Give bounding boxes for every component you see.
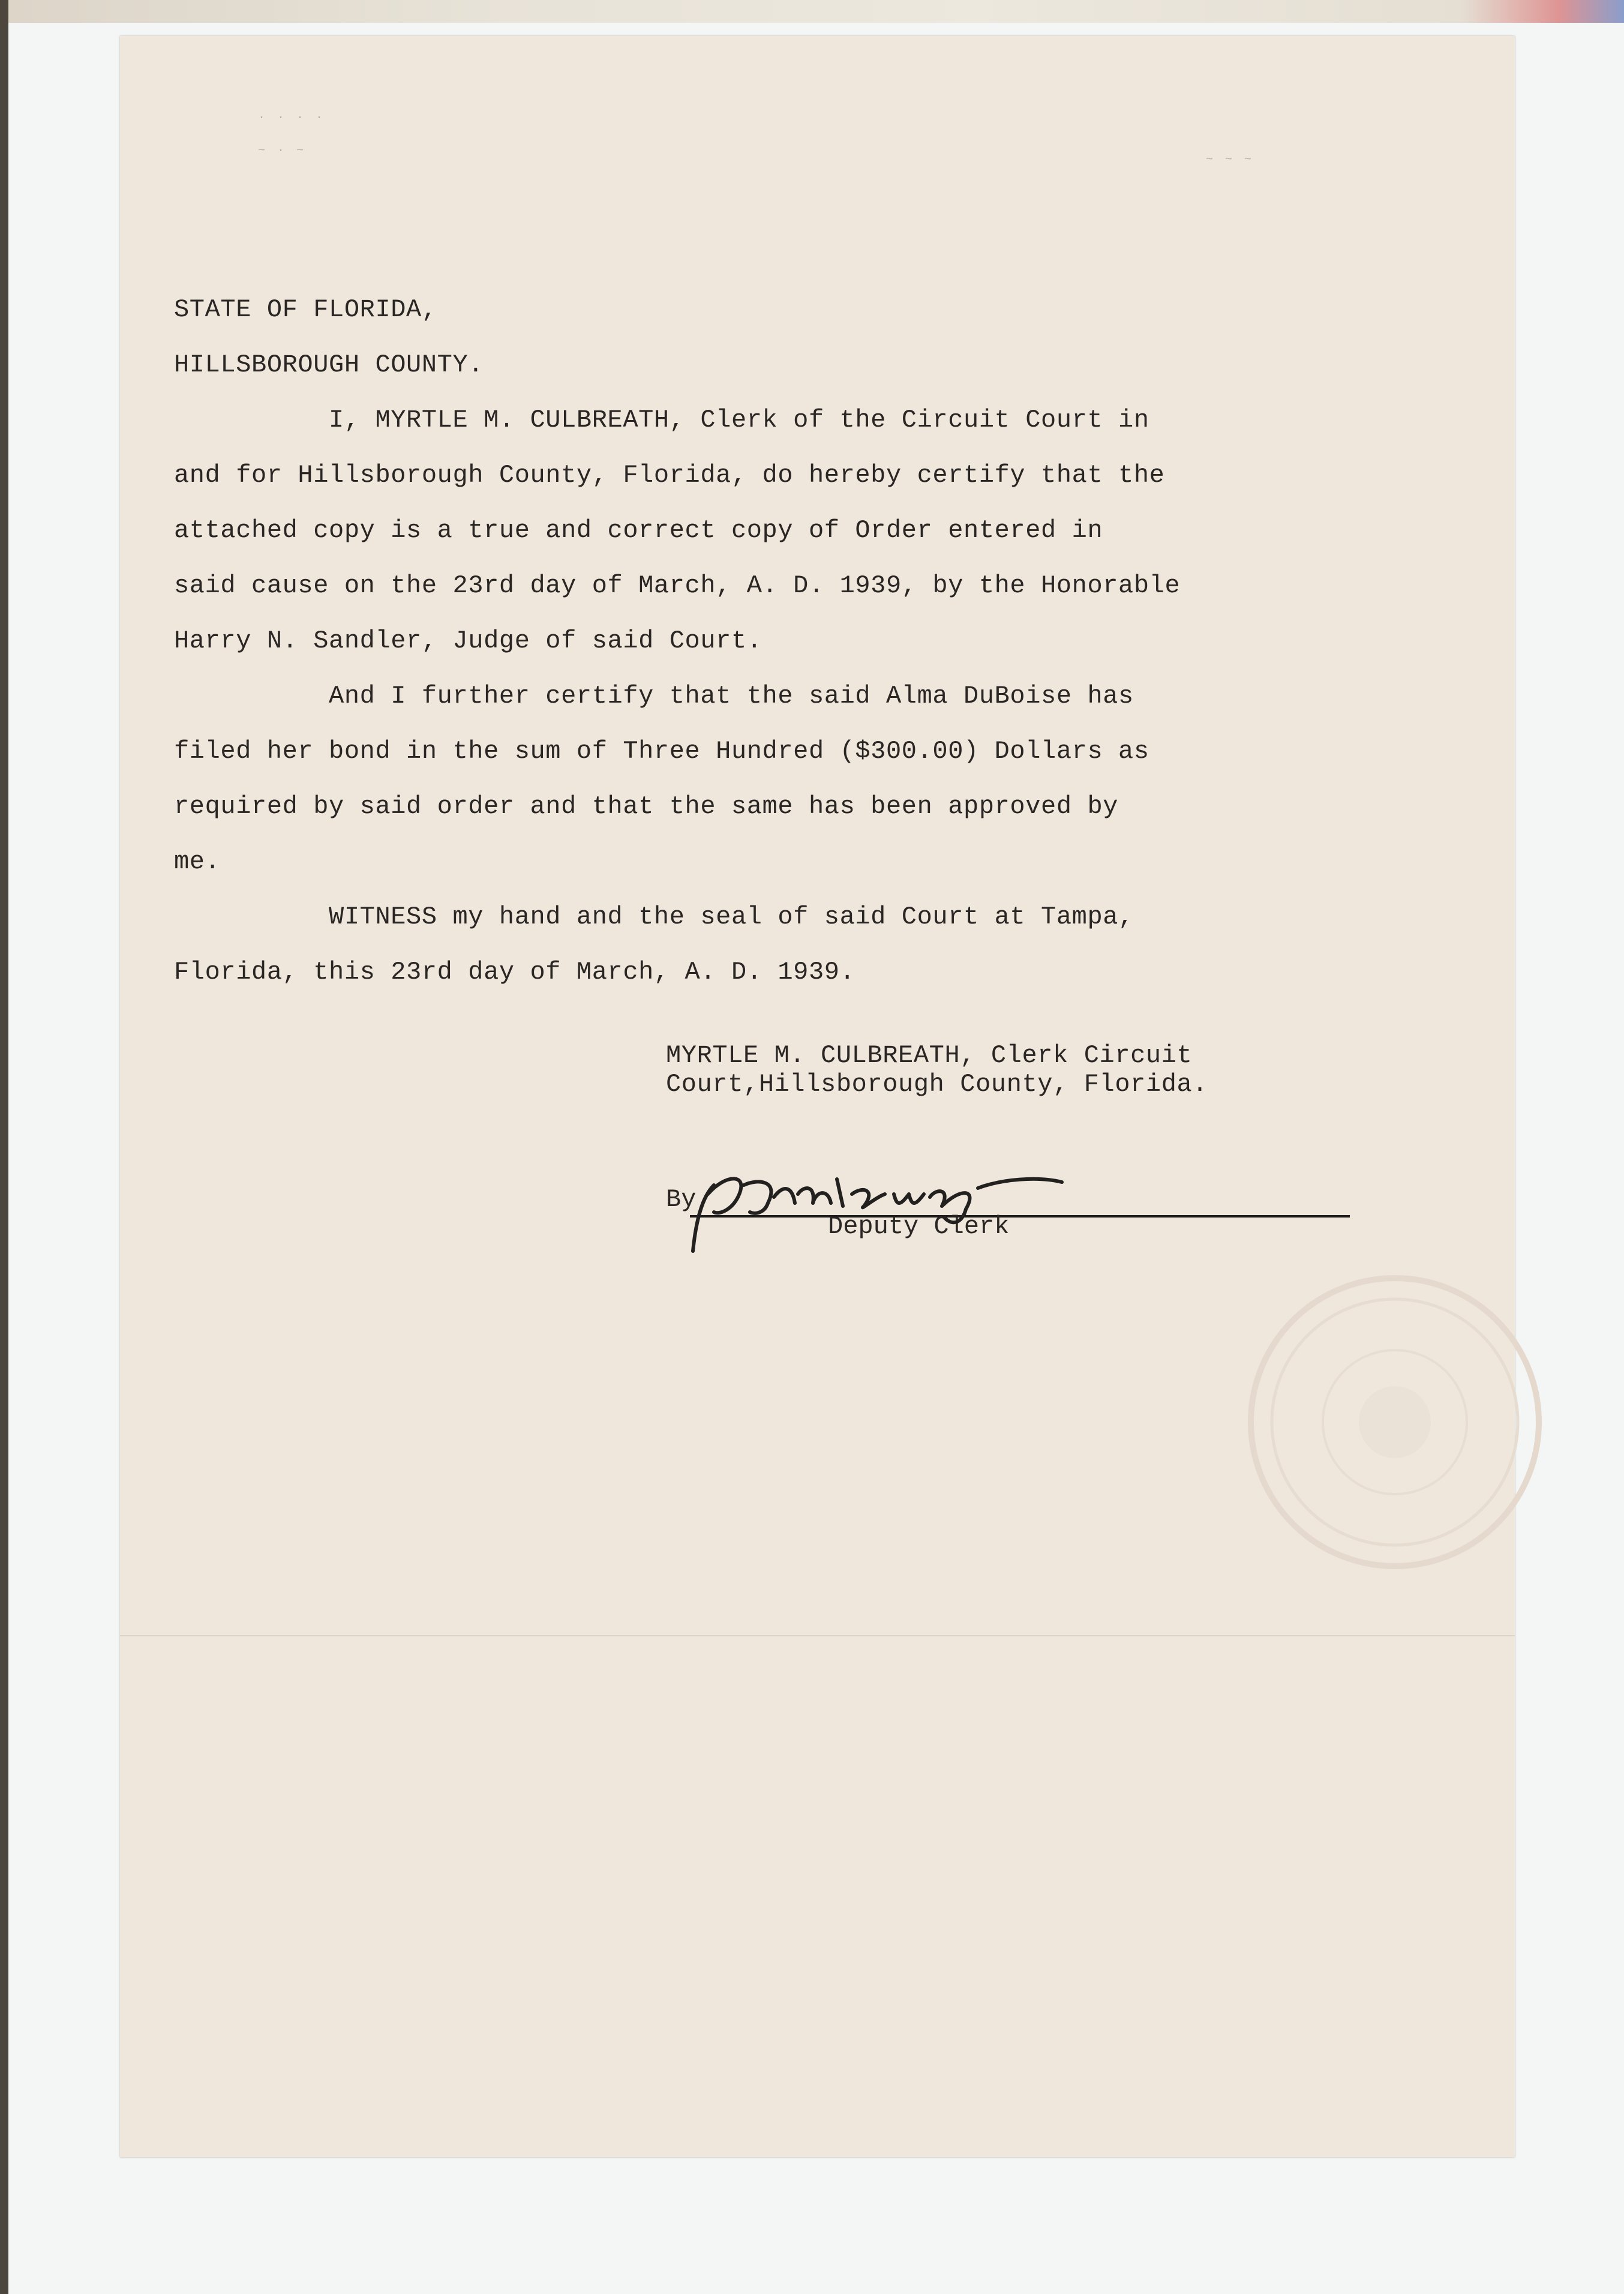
body-line: and for Hillsborough County, Florida, do hereby certify that the	[174, 461, 1165, 490]
scan-edge-top	[0, 0, 1624, 23]
body-line: me.	[174, 847, 221, 876]
stray-mark: ~ · ~	[258, 144, 307, 158]
clerk-name-line: MYRTLE M. CULBREATH, Clerk Circuit	[666, 1041, 1193, 1070]
stray-mark: ~ ~ ~	[1206, 153, 1254, 167]
by-label: By	[666, 1185, 697, 1214]
body-line: filed her bond in the sum of Three Hundred ($300.00) Dollars as	[174, 737, 1149, 766]
body-line: attached copy is a true and correct copy of Order entered in	[174, 516, 1103, 545]
body-line: required by said order and that the same has been approved by	[174, 792, 1119, 821]
county-heading: HILLSBOROUGH COUNTY.	[174, 350, 484, 379]
stray-mark: · · · ·	[258, 111, 326, 125]
deputy-clerk-title: Deputy Clerk	[828, 1212, 1010, 1241]
body-line: WITNESS my hand and the seal of said Court at Tampa,	[174, 902, 1134, 931]
document-text	[174, 282, 1314, 1000]
body-line: said cause on the 23rd day of March, A. D. 1939, by the Honorable	[174, 571, 1181, 600]
court-seal-emboss	[1239, 1266, 1551, 1578]
body-line: And I further certify that the said Alma DuBoise has	[174, 682, 1134, 710]
body-line: Harry N. Sandler, Judge of said Court.	[174, 626, 763, 655]
clerk-office-line: Court,Hillsborough County, Florida.	[666, 1070, 1208, 1099]
deputy-signature-row	[666, 1170, 1350, 1254]
body-line: I, MYRTLE M. CULBREATH, Clerk of the Circuit Court in	[174, 406, 1149, 434]
body-line: Florida, this 23rd day of March, A. D. 1939.	[174, 958, 855, 986]
paper-fold-line	[120, 1635, 1515, 1636]
state-heading: STATE OF FLORIDA,	[174, 295, 437, 324]
clerk-signature-block	[666, 1041, 1350, 1099]
scan-edge-left	[0, 0, 8, 2294]
handwritten-signature	[678, 1161, 1110, 1257]
